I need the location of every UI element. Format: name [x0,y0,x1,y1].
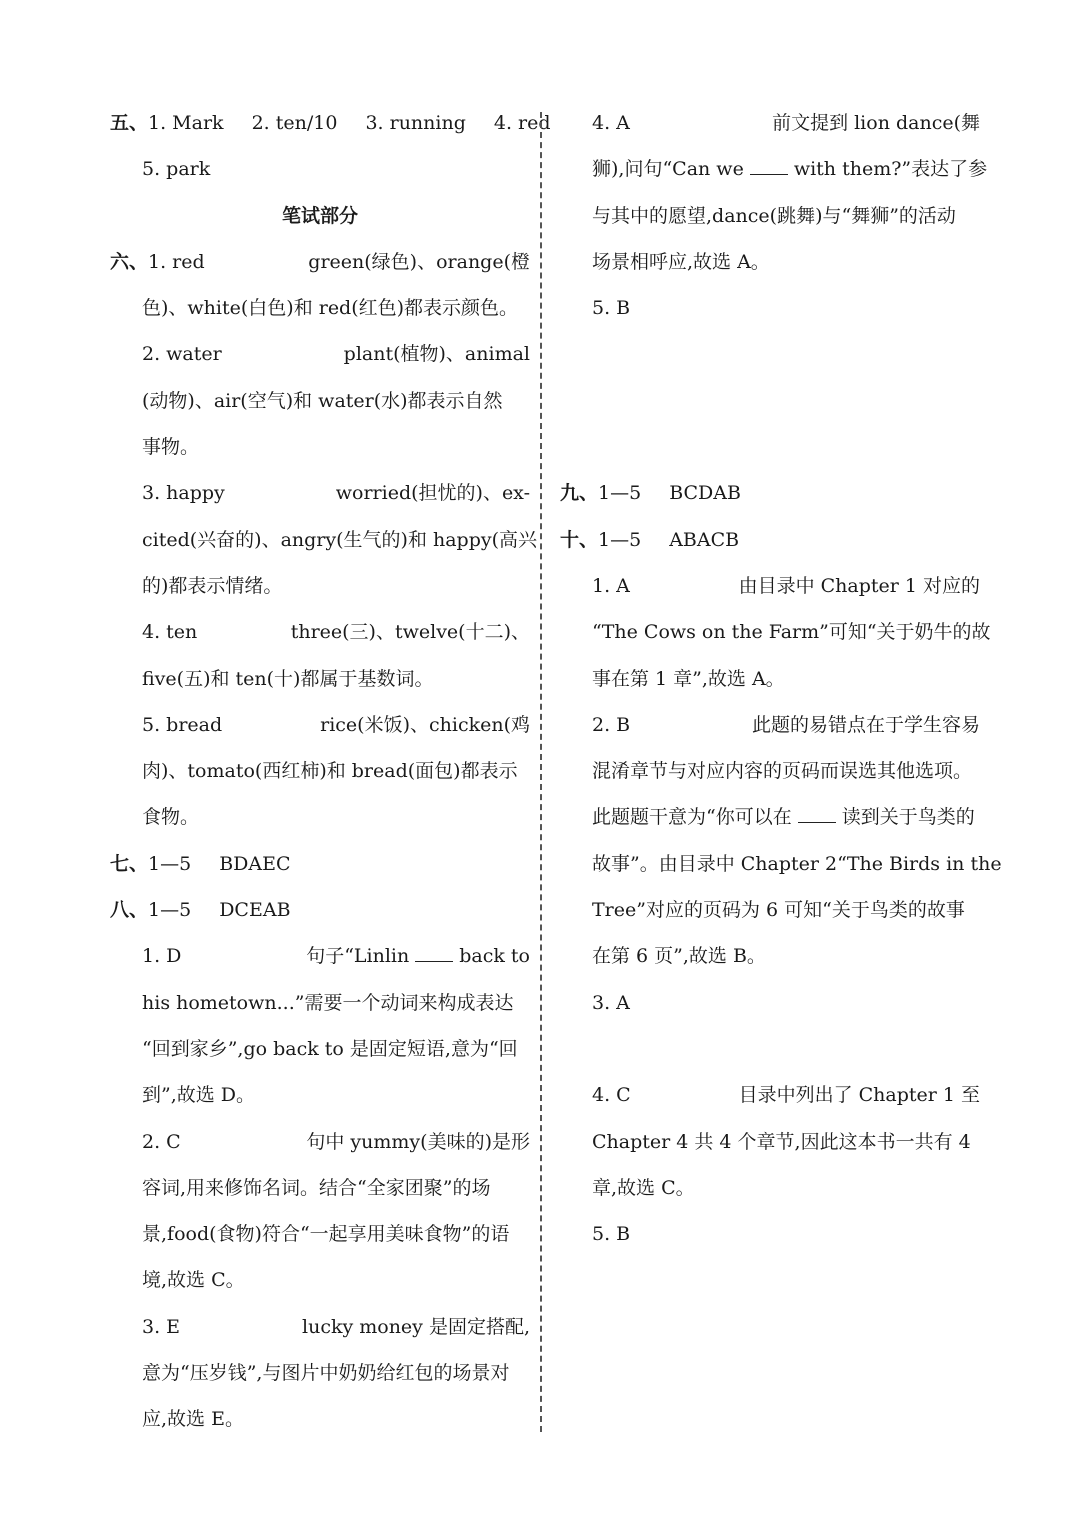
s8-q2-explanation-4: 境,故选 C。 [142,1269,245,1292]
s10-q4-explanation: 目录中列出了 Chapter 1 至 [738,1084,980,1107]
section-7-line [110,841,530,887]
s10-q5-answer: 5. B [592,1223,631,1246]
s8-q2-line [110,1119,530,1165]
blank-space [560,331,980,470]
s6-q3-explanation-2: cited(兴奋的)、angry(生气的)和 happy(高兴 [142,528,538,551]
s6-q5-line [110,702,530,748]
s6-q1-answer: 1. red [148,250,205,273]
s5-item-4: 4. red [493,112,551,134]
r-q5-answer: 5. B [592,297,631,320]
s6-q3-answer: 3. happy [142,482,225,505]
r-q4-explanation-4: 场景相呼应,故选 A。 [592,250,770,273]
s6-q3-explanation: worried(担忧的)、ex- [335,482,530,505]
s10-q2-explanation-5: Tree”对应的页码为 6 可知“关于鸟类的故事 [592,899,965,922]
s10-q1-explanation-3: 事在第 1 章”,故选 A。 [592,667,785,690]
s10-q4-explanation-2: Chapter 4 共 4 个章节,因此这本书一共有 4 [592,1130,971,1153]
s6-q5-explanation: rice(米饭)、chicken(鸡 [320,713,530,736]
section-5-label: 五、 [110,112,149,134]
s10-q2-explanation: 此题的易错点在于学生容易 [751,713,980,736]
s6-q2-line [110,331,530,377]
s10-q1-explanation-2: “The Cows on the Farm”可知“关于奶牛的故 [592,621,991,644]
s8-q3-answer: 3. E [142,1315,181,1338]
s7-range: 1—5 [148,852,192,875]
written-part-title: 笔试部分 [281,204,358,227]
s10-q1-answer: 1. A [592,574,630,597]
s6-q2-answer: 2. water [142,343,222,366]
s10-q2-explanation-3a: 此题题干意为“你可以在 [592,806,792,829]
r-q4-answer: 4. A [592,112,630,134]
s10-q2-answer: 2. B [592,713,631,736]
s9-answers: BCDAB [669,482,741,505]
s8-q3-explanation-2: 意为“压岁钱”,与图片中奶奶给红包的场景对 [142,1362,510,1385]
s5-item-5: 5. park [142,158,211,181]
s10-q1-line [560,563,980,609]
s10-q2-explanation-3b: 读到关于鸟类的 [841,806,975,829]
fill-blank [798,806,836,823]
s8-q1-explanation-4: 到”,故选 D。 [142,1084,256,1107]
s8-q3-line [110,1304,530,1350]
column-divider [540,112,542,1432]
s8-q1-answer: 1. D [142,945,182,968]
fill-blank [750,158,788,175]
s10-answers: ABACB [669,528,740,551]
r-q4-explanation-2 [560,146,988,192]
s8-range: 1—5 [148,899,192,922]
s6-q1-explanation: green(绿色)、orange(橙 [308,250,530,273]
s10-q4-answer: 4. C [592,1084,631,1107]
s6-q4-answer: 4. ten [142,621,198,644]
blank-space [560,1026,980,1072]
s10-range: 1—5 [598,528,642,551]
s10-q2-explanation-2: 混淆章节与对应内容的页码而误选其他选项。 [592,760,973,783]
s5-item-3: 3. running [365,112,466,134]
r-q4-explanation-3: 与其中的愿望,dance(跳舞)与“舞狮”的活动 [592,204,956,227]
left-column [110,100,551,1443]
section-7-label: 七、 [110,852,149,875]
s6-q1-explanation-2: 色)、white(白色)和 red(红色)都表示颜色。 [142,297,519,320]
s8-q3-explanation-3: 应,故选 E。 [142,1408,244,1431]
s8-q1-explanation-b: back to [459,945,530,968]
s10-q4-line [560,1072,980,1118]
section-8-line [110,887,530,933]
s6-q4-explanation: three(三)、twelve(十二)、 [290,621,530,644]
section-8-label: 八、 [110,899,149,922]
s10-q1-explanation: 由目录中 Chapter 1 对应的 [738,574,980,597]
r-q4-explanation: 前文提到 lion dance(舞 [772,112,980,134]
right-column [560,100,1002,1257]
s10-q2-explanation-3 [560,794,980,840]
s10-q2-explanation-6: 在第 6 页”,故选 B。 [592,945,766,968]
s10-q3-answer: 3. A [592,991,630,1014]
s8-q2-explanation-3: 景,food(食物)符合“一起享用美味食物”的语 [142,1223,510,1246]
s6-q5-answer: 5. bread [142,713,223,736]
s10-q4-explanation-3: 章,故选 C。 [592,1176,695,1199]
s5-item-1: 1. Mark [148,112,224,134]
r-q4-explanation-2b: with them?”表达了参 [793,158,988,181]
s8-q2-answer: 2. C [142,1130,181,1153]
s8-q1-explanation-2: his hometown...”需要一个动词来构成表达 [142,991,514,1014]
s6-q2-explanation-2: (动物)、air(空气)和 water(水)都表示自然 [142,389,503,412]
r-q4-explanation-2a: 狮),问句“Can we [592,158,744,181]
s6-q2-explanation-3: 事物。 [142,436,200,459]
s6-q3-line [110,470,530,516]
s8-q1-line [110,933,530,979]
s8-answers: DCEAB [219,899,291,922]
s8-q2-explanation-2: 容词,用来修饰名词。结合“全家团聚”的场 [142,1176,491,1199]
r-q4-line [560,100,980,146]
s8-q3-explanation: lucky money 是固定搭配, [302,1315,530,1338]
s7-answers: BDAEC [219,852,291,875]
section-9-label: 九、 [560,482,599,505]
s8-q1-explanation-3: “回到家乡”,go back to 是固定短语,意为“回 [142,1037,518,1060]
s6-q3-explanation-3: 的)都表示情绪。 [142,574,283,597]
s6-q4-explanation-2: five(五)和 ten(十)都属于基数词。 [142,667,434,690]
section-10-line [560,517,980,563]
s9-range: 1—5 [598,482,642,505]
section-9-line [560,470,980,516]
s10-q2-explanation-4: 故事”。由目录中 Chapter 2“The Birds in the [592,852,1002,875]
s10-q2-line [560,702,980,748]
s8-q1-explanation-a: 句子“Linlin [306,945,410,968]
s6-q1-line [110,239,530,285]
s6-q5-explanation-3: 食物。 [142,806,200,829]
s8-q2-explanation: 句中 yummy(美味的)是形 [306,1130,530,1153]
s6-q4-line [110,609,530,655]
section-5-line [110,100,551,146]
s5-item-2: 2. ten/10 [251,112,338,134]
fill-blank [415,945,453,962]
s6-q5-explanation-2: 肉)、tomato(西红柿)和 bread(面包)都表示 [142,760,518,783]
section-10-label: 十、 [560,528,599,551]
section-6-label: 六、 [110,250,149,273]
s6-q2-explanation: plant(植物)、animal [343,343,530,366]
